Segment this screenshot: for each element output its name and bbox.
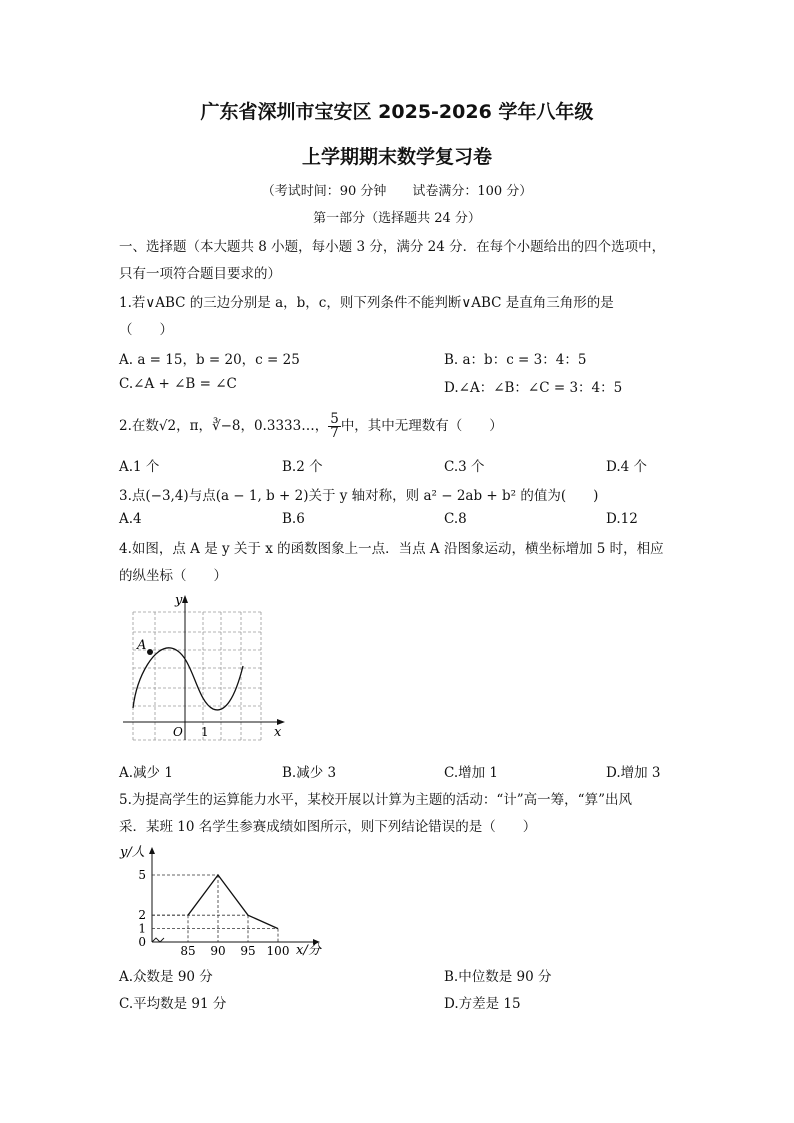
q5-option-c: C.平均数是 91 分 xyxy=(119,996,227,1012)
q2-stem xyxy=(119,413,503,440)
part-label: 第一部分（选择题共 24 分） xyxy=(313,211,481,226)
q4-option-d: D.增加 3 xyxy=(606,765,661,781)
fraction-denominator: 7 xyxy=(330,425,339,441)
section-instruction-line1: 一、选择题（本大题共 8 小题，每小题 3 分，满分 24 分．在每个小题给出的四个选项中， xyxy=(119,239,666,255)
q4-option-b: B.减少 3 xyxy=(282,765,337,781)
q4-option-a: A.减少 1 xyxy=(119,765,173,781)
chart-x-label: x/分 xyxy=(296,943,321,958)
x-tick-90: 90 xyxy=(210,944,226,958)
q3-stem: 3.点(−3,4)与点(a − 1, b + 2)关于 y 轴对称，则 a² − 2ab + b² 的值为( ) xyxy=(119,488,599,504)
q5-option-b: B.中位数是 90 分 xyxy=(444,969,552,985)
q1-stem-line2: （ ） xyxy=(119,322,173,338)
chart-guide-lines xyxy=(152,875,278,942)
q4-option-c: C.增加 1 xyxy=(444,765,499,781)
function-curve xyxy=(133,648,243,710)
fraction-numerator: 5 xyxy=(330,411,339,427)
fraction xyxy=(328,413,341,440)
y-tick-2: 2 xyxy=(138,908,146,923)
axis-break-symbol xyxy=(152,938,164,942)
q5-score-chart xyxy=(112,838,332,960)
y-tick-5: 5 xyxy=(138,868,146,882)
q5-option-d: D.方差是 15 xyxy=(444,996,521,1012)
q2-option-a: A.1 个 xyxy=(119,459,160,475)
x-tick-95: 95 xyxy=(240,944,256,958)
y-axis-label: y xyxy=(175,593,183,608)
q1-option-b: B. a：b：c = 3：4：5 xyxy=(444,352,587,368)
chart-y-axis-arrow xyxy=(149,847,155,854)
x-tick-100: 100 xyxy=(266,944,290,958)
q3-option-d: D.12 xyxy=(606,511,638,527)
q5-stem-line1: 5.为提高学生的运算能力水平，某校开展以计算为主题的活动：“计”高一筹，“算”出风 xyxy=(119,792,632,808)
x-tick-label: 1 xyxy=(201,725,209,739)
sqrt-symbol: √2 xyxy=(158,418,177,434)
q4-stem-line2: 的纵坐标（ ） xyxy=(119,568,227,584)
y-tick-1: 1 xyxy=(138,921,146,936)
q1-stem-line1: 1.若∨ABC 的三边分别是 a，b，c，则下列条件不能判断∨ABC 是直角三角形的是 xyxy=(119,295,614,311)
q2-stem-items: ，π，∛−8，0.3333…， xyxy=(176,418,329,434)
exam-title-line2: 上学期期末数学复习卷 xyxy=(301,146,492,168)
point-a-label: A xyxy=(137,638,147,653)
section-instruction-line2: 只有一项符合题目要求的） xyxy=(119,266,281,282)
origin-label: O xyxy=(173,725,183,739)
q4-stem-line1: 4.如图，点 A 是 y 关于 x 的函数图象上一点．当点 A 沿图象运动，横坐标增加 5 时，相应 xyxy=(119,541,664,557)
q4-function-graph xyxy=(115,590,295,750)
q2-stem-prefix: 2.在数 xyxy=(119,418,159,434)
q5-option-a: A.众数是 90 分 xyxy=(119,969,213,985)
graph-grid xyxy=(133,612,261,740)
q3-option-c: C.8 xyxy=(444,511,467,527)
q2-option-b: B.2 个 xyxy=(282,459,323,475)
exam-info: （考试时间：90 分钟 试卷满分：100 分） xyxy=(261,184,533,199)
chart-series-line xyxy=(188,875,278,929)
q3-option-b: B.6 xyxy=(282,511,305,527)
x-axis-label: x xyxy=(274,725,282,740)
q2-option-d: D.4 个 xyxy=(606,459,648,475)
y-axis-arrow xyxy=(182,595,188,603)
q1-option-d: D.∠A：∠B：∠C = 3：4：5 xyxy=(444,380,623,396)
q1-option-a: A. a = 15，b = 20，c = 25 xyxy=(119,352,300,368)
exam-title-line1: 广东省深圳市宝安区 2025-2026 学年八年级 xyxy=(200,101,594,123)
q2-option-c: C.3 个 xyxy=(444,459,485,475)
q5-stem-line2: 采．某班 10 名学生参赛成绩如图所示，则下列结论错误的是（ ） xyxy=(119,819,537,835)
x-tick-85: 85 xyxy=(180,944,196,958)
q3-option-a: A.4 xyxy=(119,511,142,527)
point-a xyxy=(147,649,153,655)
y-tick-0: 0 xyxy=(138,935,146,949)
chart-y-label: y/人 xyxy=(120,845,145,860)
q1-option-c: C.∠A + ∠B = ∠C xyxy=(119,376,237,392)
q2-stem-suffix: 中，其中无理数有（ ） xyxy=(340,418,503,434)
